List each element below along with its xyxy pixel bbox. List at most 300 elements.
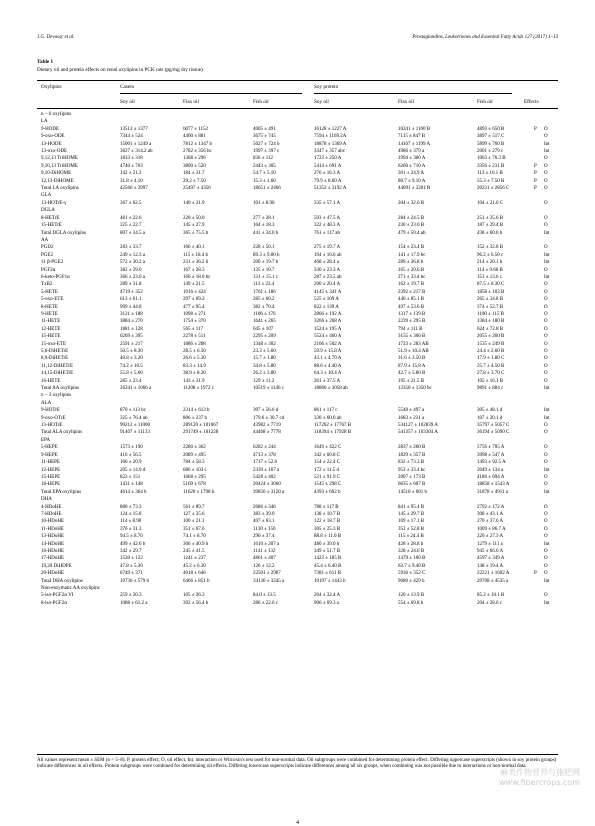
value-cell: 541357 ± 103304 A [398,430,438,436]
value-cell: 325 ± 22.7 [120,223,142,229]
value-cell: 24.4 ± 2.60 B [477,349,505,354]
value-cell: 287 ± 23.5 ab [314,274,342,280]
table-section-label [37,118,558,125]
value-cell: 291749 ± 101228 [183,430,219,436]
value-cell: 645 ± 107 [253,326,274,332]
value-cell: 91407 ± 11133 [120,430,150,436]
value-cell: 31878 ± 4911 a [477,489,509,495]
oxylipin-name: 19,20 DiHDPE [41,563,72,569]
value-cell: 1141 ± 132 [253,548,276,554]
value-cell: 479 ± 50.4 ab [398,230,426,236]
value-cell: 26.6 ± 5.30 [183,356,206,362]
value-cell: 3827 ± 314.2 ab [120,149,153,155]
value-cell: 6077 ± 1152 [183,126,209,132]
value-cell: 205 ± 14.9 d [120,467,146,473]
running-header [37,35,558,45]
value-cell: 481 ± 22.6 [120,215,142,221]
effect-cell: O [544,460,548,466]
value-cell: 54.7 ± 5.10 [253,171,276,177]
table-row [37,407,558,414]
effect-cell: O [544,200,548,206]
value-cell: 26.2 ± 3.80 [253,371,276,377]
value-cell: 100 ± 21.1 [183,519,205,525]
value-cell: 220 ± 27.3 A [477,534,504,540]
value-cell: 335 ± 57.1 A [314,200,341,206]
value-cell: 105 ± 26.3 [183,593,205,599]
value-cell: 114 ± 8.90 [120,519,142,525]
value-cell: 4005 ± 491 [253,126,276,132]
oxylipin-name: 9-oxo-OTrE [41,415,66,421]
value-cell: 6635 ± 607 B [398,482,426,488]
table-row [37,252,558,259]
value-cell: 1994 ± 300 A [398,156,426,162]
table-row [37,155,558,162]
value-cell: 6466 ± 851 b [183,578,210,584]
oxylipin-name: TxB2 [41,282,53,288]
value-cell: 172 ± 11.5 d [314,467,340,473]
value-cell: 499 ± 42.6 b [120,541,146,547]
effect-cell: O [544,171,548,177]
value-cell: 230 ± 23.0 B [398,223,425,229]
table-row [37,504,558,511]
table-row [37,467,558,474]
effect-cell: Int [544,408,550,414]
value-cell: 2866 ± 192 A [314,311,342,317]
value-cell: 468 ± 28.4 a [314,260,339,266]
value-cell: 382 ± 29.0 [120,267,142,273]
value-cell: 9891 ± 884 c [477,386,504,392]
value-cell: 31.8 ± 4.10 [120,178,143,184]
value-cell: 328 ± 24.6 B [398,548,425,554]
table-top-rule [37,80,558,81]
value-cell: 89.3 ± 9.00 b [253,252,280,258]
value-cell: 277 ± 28.1 [253,215,275,221]
value-cell: 200 ± 19.7 b [253,260,279,266]
value-cell: 259 ± 20.3 [120,593,142,599]
effect-cell: O [544,548,548,554]
value-cell: 194 ± 16.6 ab [314,252,342,258]
table-row [37,415,558,422]
value-cell: 945 ± 66.6 A [477,548,504,554]
table-row [37,230,558,237]
value-cell: 129 ± 11.2 [253,378,275,384]
value-cell: 953 ± 33.4 bc [398,467,426,473]
effect-cell: O [544,474,548,480]
value-cell: 822 ± 139 A [314,304,339,310]
value-cell: 613 ± 61.1 [120,297,142,303]
value-cell: 4145 ± 341 A [314,289,342,295]
value-cell: 2001 ± 279 c [477,149,504,155]
value-cell: 4719 ± 352 [120,289,143,295]
value-cell: 113 ± 23.4 [253,282,275,288]
oxylipin-name: LA [41,119,48,125]
value-cell: 503 ± 47.5 A [314,215,341,221]
value-cell: 105 ± 16.1 B [477,378,504,384]
effect-cell: Int [544,415,550,421]
value-cell: 1641 ± 265 [253,319,276,325]
value-cell: 13350 ± 1350 bc [398,386,432,392]
value-cell: 18651 ± 2466 [253,186,281,192]
table-row [37,274,558,281]
oxylipin-name: 13-oxo-ODE [41,149,68,155]
value-cell: 832 ± 73.3 B [398,460,425,466]
effect-cell: O [544,215,548,221]
effect-cell: O [544,326,548,332]
value-cell: 3155 ± 366 B [398,334,426,340]
value-cell: 308 ± 43.1 A [477,511,504,517]
oxylipin-name: 8,9-DiHETrE [41,356,69,362]
table-row [37,141,558,148]
oxylipin-name: 13-HDoHE [41,534,65,540]
value-cell: 1098 ± 271 [183,311,206,317]
value-cell: 807 ± 34.5 a [120,230,145,236]
oxylipin-name: PGF2α [41,267,56,273]
value-cell: 531 ± 91.9 C [314,474,341,480]
oxylipin-name: 15-HEPE [41,474,61,480]
table-row [37,326,558,333]
value-cell: 85.2 ± 10.1 B [477,593,505,599]
effect-cell: O [544,356,548,362]
oxylipin-name: 11,12-DiHETrE [41,363,73,369]
value-cell: 107 ± 20.1 d [477,415,503,421]
oxylipin-name: 17-HDoHE [41,556,65,562]
value-cell: 7115 ± 847 B [398,134,426,140]
subheader-casein-flax: Flax oil [183,99,199,105]
value-cell: 1833 ± 318 [120,156,143,162]
value-cell: 18860 ± 3058 ab [314,386,348,392]
group-header-soy-protein: Soy protein [314,84,339,90]
value-cell: 1573 ± 190 [120,445,143,451]
value-cell: 3347 ± 357 abc [314,149,345,155]
value-cell: 2049 ± 134 a [477,467,504,473]
effect-cell: P [534,163,537,169]
value-cell: 2007 ± 173 B [398,474,426,480]
value-cell: 330 ± 23.3 A [314,267,341,273]
value-cell: 162 ± 19.7 B [398,282,425,288]
effect-cell: O [544,563,548,569]
oxylipin-name: 9-HOTrE [41,408,60,414]
value-cell: 289 ± 31.8 [120,282,142,288]
value-cell: 554 ± 69.8 b [398,600,424,606]
value-cell: 26241 ± 1066 a [120,386,152,392]
value-cell: 135 ± 10.7 [253,267,275,273]
value-cell: 270 ± 37.6 A [477,519,504,525]
oxylipin-name: 13-HOTrE-γ [41,200,67,206]
value-cell: 148 ± 19.4 A [477,563,504,569]
table-row [37,163,558,170]
value-cell: 2591 ± 217 [120,341,143,347]
value-cell: 5548 ± 497 a [398,408,425,414]
table-bottom-rule [37,754,558,755]
table-section-label [37,496,558,503]
value-cell: 351 ± 67.6 [183,526,205,532]
value-cell: 2392 ± 217 B [398,289,426,295]
value-cell: 29708 ± 4535 a [477,578,509,584]
value-cell: 164 ± 18.3 [253,223,275,229]
value-cell: 1723 ± 283 AB [398,341,429,347]
value-cell: 5756 ± 705 A [477,445,505,451]
value-cell: 154 ± 22.4 C [314,460,341,466]
value-cell: 63.7 ± 9.40 B [398,563,426,569]
value-cell: 276 ± 16.3 A [314,171,341,177]
value-cell: 90212 ± 11000 [120,423,151,429]
value-cell: 330 ± 60.0 ab [314,415,342,421]
value-cell: 45.4 ± 6.40 B [314,563,342,569]
oxylipin-name: 11-HDoHE [41,526,64,532]
oxylipin-name: 8-HETE [41,304,58,310]
value-cell: 140 ± 31.9 [183,200,205,206]
value-cell: 305 ± 48.1 d [477,408,503,414]
table-row [37,378,558,385]
oxylipin-name: 5-oxo-ETE [41,297,64,303]
oxylipin-name: 13-HODE [41,141,62,147]
effect-cell: O [544,593,548,599]
value-cell: 480 ± 39.0 b [314,541,340,547]
column-header-effects: Effects [524,99,539,105]
value-cell: 14167 ± 1199 A [398,141,431,147]
effect-cell: O [544,134,548,140]
value-cell: 3121 ± 188 [120,311,143,317]
value-cell: 117202 ± 17767 B [314,423,352,429]
subheader-soyprot-fish: Fish oil [477,99,493,105]
value-cell: 305 ± 25.3 B [314,526,341,532]
value-cell: 342 ± 29.7 [120,548,142,554]
value-cell: 152 ± 32.8 B [477,245,504,251]
effect-cell: O [544,282,548,288]
value-cell: 1683 ± 231 a [398,415,425,421]
value-cell: 407 ± 63.1 [253,519,275,525]
value-cell: 1241 ± 237 [183,556,206,562]
value-cell: 50.5 ± 8.30 [120,349,143,354]
oxylipin-name: ALA [41,400,52,406]
value-cell: 13513 ± 1377 [120,126,148,132]
value-cell: 55.3 ± 7.50 B [477,178,505,184]
effect-cell: O [544,223,548,229]
oxylipin-name: Total AA oxylipins [41,386,79,392]
value-cell: 4393 ± 602 b [314,489,341,495]
value-cell: 1431 ± 148 [120,482,143,488]
value-cell: 184 ± 31.7 [183,171,205,177]
oxylipin-name: 4-HDoHE [41,504,62,510]
value-cell: 841 ± 95.4 B [398,504,425,510]
table-row [37,304,558,311]
value-cell: 87.9 ± 15.8 A [398,363,426,369]
table-row [37,489,558,496]
value-cell: 120 ± 13.9 B [398,593,425,599]
effect-cell: P [534,571,537,577]
oxylipin-name: GLA [41,193,52,199]
page-number: 4 [296,820,299,826]
value-cell: 367 ± 62.5 [120,200,142,206]
oxylipin-name: 11 β-PGE2 [41,260,64,266]
value-cell: 79.9 ± 8.60 A [314,178,342,184]
value-cell: 47.8 ± 5.30 [120,563,143,569]
value-cell: 249 ± 12.3 a [120,252,145,258]
value-cell: 1384 ± 180 B [477,319,505,325]
effect-cell: Int [544,489,550,495]
oxylipin-name: 14,15-DiHETrE [41,371,74,377]
value-cell: 141 ± 17.9 bc [398,252,426,258]
table-row [37,244,558,251]
value-cell: 441 ± 34.0 b [253,230,279,236]
oxylipin-name: 9-HODE [41,126,60,132]
table-row [37,148,558,155]
table-row [37,267,558,274]
oxylipin-name: PGE2 [41,252,53,258]
value-cell: 1063 ± 76.3 B [477,156,506,162]
oxylipin-name: Total LA oxylipins [41,186,79,192]
table-row [37,333,558,340]
value-cell: 880 ± 73.3 [120,504,142,510]
oxylipin-name: n − 6 oxylipins [41,112,72,117]
table-row [37,444,558,451]
table-row [37,452,558,459]
value-cell: 14510 ± 601 b [398,489,427,495]
value-cell: 428 ± 28.8 b [398,541,424,547]
value-cell: 1723 ± 250 A [314,156,342,162]
value-cell: 1881 ± 128 [120,326,143,332]
value-cell: 289120 ± 101067 [183,423,219,429]
soy-group-rule [314,93,512,94]
value-cell: 2055 ± 260 B [477,334,505,340]
effect-cell: O [544,319,548,325]
value-cell: 3356 ± 231 B [477,163,505,169]
value-cell: 416 ± 56.5 [120,452,142,458]
value-cell: 3897 ± 517 C [477,134,505,140]
effect-cell: O [544,304,548,310]
oxylipin-name: 16-HETE [41,378,61,384]
effect-cell: O [544,445,548,451]
value-cell: 285 ± 60.2 [253,297,275,303]
table-section-label [37,192,558,199]
value-cell: 265 ± 34.8 B [477,297,504,303]
value-cell: 231 ± 36.2 b [183,260,209,266]
table-caption: Dietary oil and protein effects on renal oxylipins in PCK rats (pg/mg dry tissue). [37,67,205,73]
value-cell: 392 ± 56.4 b [183,600,209,606]
value-cell: 39856 ± 3120 a [253,489,285,495]
value-cell: 28.5 ± 6.30 [183,349,206,354]
value-cell: 4186 ± 694 A [477,474,505,480]
value-cell: 4893 ± 650 B [477,126,505,132]
table-row [37,126,558,133]
value-cell: 2278 ± 511 [183,334,206,340]
oxylipin-name: Total DHA oxylipins [41,578,83,584]
value-cell: 80.7 ± 9.10 A [398,178,426,184]
table-row [37,570,558,577]
effect-cell: O [544,178,548,184]
effect-cell: Int [544,274,550,280]
value-cell: 1130 ± 150 [253,526,276,532]
value-cell: 1493 ± 92.5 A [477,460,506,466]
effect-cell: Int [544,149,550,155]
value-cell: 143 ± 31.9 [183,378,205,384]
value-cell: 166 ± 18.0 bc [183,274,211,280]
value-cell: 1106 ± 176 [253,311,276,317]
table-row [37,296,558,303]
subheader-soyprot-soy: Soy oil [314,99,329,105]
table-row [37,533,558,540]
value-cell: 3800 ± 520 [183,163,206,169]
effect-cell: O [544,245,548,251]
value-cell: 1886 ± 288 [183,341,206,347]
table-row [37,555,558,562]
value-cell: 5936 ± 352 C [398,571,426,577]
value-cell: 15001 ± 1249 a [120,141,152,147]
value-cell: 154 ± 23.4 B [398,245,425,251]
oxylipin-name: n − 3 oxylipins [41,393,72,399]
effect-cell: Int [544,600,550,606]
effect-cell: O [544,267,548,273]
value-cell: 349 ± 51.7 B [314,548,341,554]
oxylipin-name: Total DGLA oxylipins [41,230,86,236]
value-cell: 18858 ± 1543 A [477,482,510,488]
value-cell: 166 ± 20.9 [120,460,142,466]
value-cell: 44091 ± 3201 B [398,186,431,192]
value-cell: 4740 ± 763 [120,163,143,169]
value-cell: 565 ± 117 [183,326,204,332]
effect-cell: Int [544,260,550,266]
value-cell: 1916 ± 424 [183,289,206,295]
value-cell: 1668 ± 295 [183,474,206,480]
value-cell: 788 ± 117 B [314,504,339,510]
table-body [37,111,558,607]
value-cell: 365 ± 75.5 b [183,230,209,236]
table-row [37,578,558,585]
value-cell: 109 ± 17.1 B [398,519,425,525]
oxylipin-name: 7-HDoHE [41,511,62,517]
value-cell: 2837 ± 260 B [398,445,426,451]
table-row [37,200,558,207]
table-row [37,222,558,229]
value-cell: 5524 ± 460 A [314,334,342,340]
value-cell: 64.3 ± 10.4 A [314,371,342,377]
table-row [37,481,558,488]
oxylipin-name: AA [41,237,49,243]
effect-cell: O [544,423,548,429]
value-cell: 1761 ± 186 [253,289,276,295]
value-cell: 5627 ± 724 b [253,141,280,147]
value-cell: 271 ± 33.4 bc [398,274,426,280]
table-section-label [37,111,558,118]
casein-group-rule [120,93,302,94]
subheader-casein-soy: Soy oil [120,99,135,105]
table-row [37,178,558,185]
value-cell: 6269 ± 395 [120,334,143,340]
value-cell: 138 ± 10.7 B [314,511,341,517]
table-footnote: All values represent mean ± SEM (n = 5–8). P, protein effect; O, oil effect, Int, interaction or Wilcoxin's test used for non-normal data. Oil subgroups were combined for determining protein effect. Differing uppercase superscripts (shown in soy protein groups) indicate differences in oil effects. Protein subgroups were combined for determining oil effects. Differing lowercase superscripts indicate differences among all six groups, when combining was not possible due to interactions or non-normal data. [37,758,557,770]
value-cell: 18878 ± 1369 A [314,141,347,147]
value-cell: 4614 ± 364 b [120,489,147,495]
value-cell: 11620 ± 1798 b [183,489,215,495]
value-cell: 1610 ± 207 a [253,541,280,547]
value-cell: 74.1 ± 8.70 [183,534,206,540]
value-cell: 84.0 ± 13.5 [253,593,276,599]
oxylipin-name: 18-HEPE [41,482,61,488]
effect-cell: Int [544,541,550,547]
value-cell: 245 ± 41.5 [183,548,205,554]
table-row [37,422,558,429]
value-cell: 289 ± 36.8 b [398,260,424,266]
value-cell: 31.6 ± 3.50 B [398,356,426,362]
subheader-casein-fish: Fish oil [253,99,269,105]
effect-cell: O [544,452,548,458]
value-cell: 34136 ± 3245 a [253,578,285,584]
value-cell: 686 ± 103 c [183,467,207,473]
value-cell: 1279 ± 111 a [477,541,503,547]
effect-cell: O [544,311,548,317]
effect-cell: Int [544,252,550,258]
value-cell: 2089 ± 495 [183,452,206,458]
